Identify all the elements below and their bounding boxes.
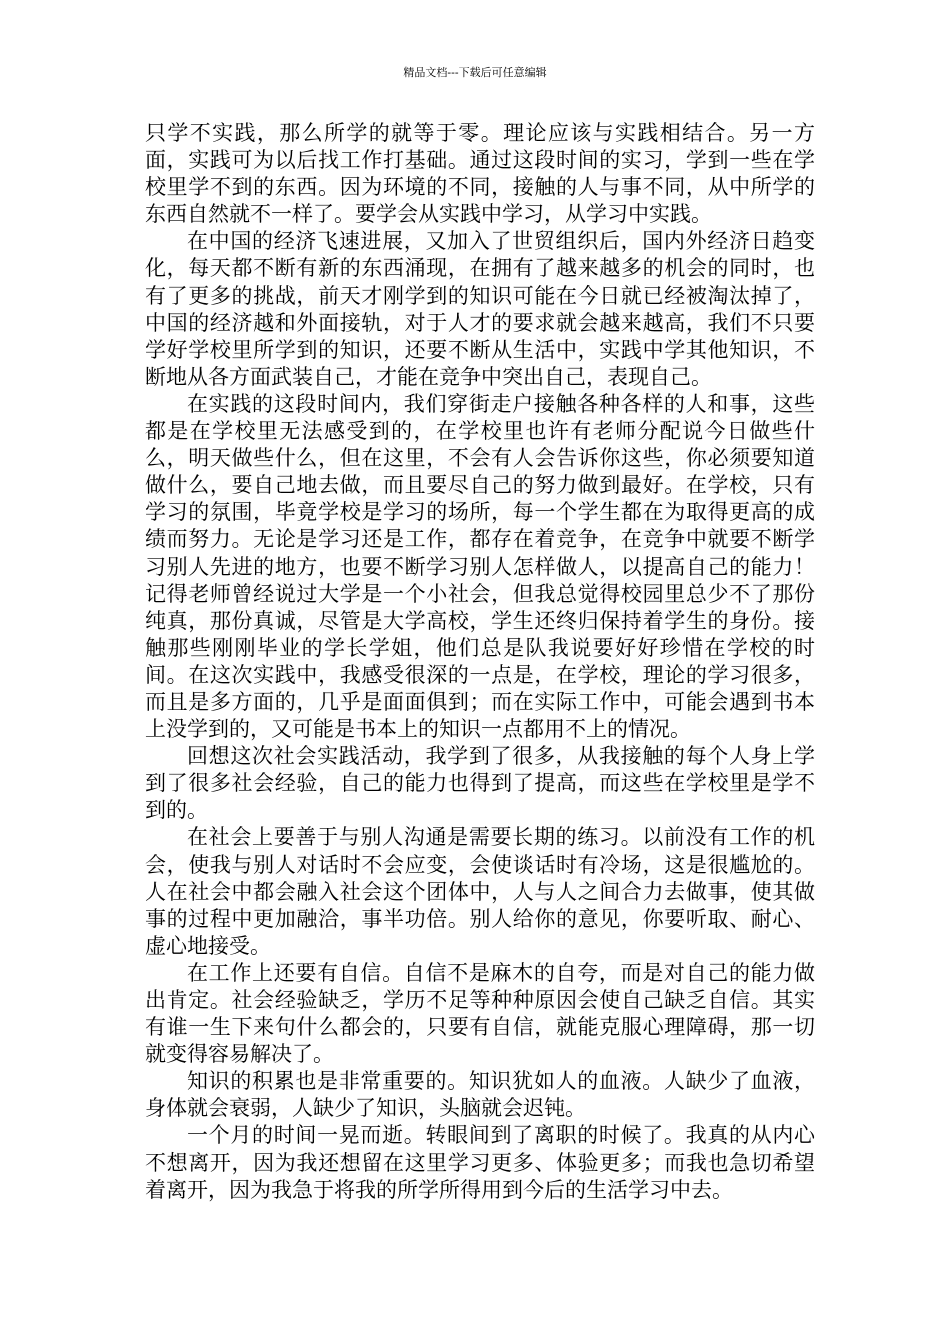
page-header: 精品文档---下载后可任意编辑 — [403, 66, 547, 79]
paragraph-7: 知识的积累也是非常重要的。知识犹如人的血液。人缺少了血液，身体就会衰弱，人缺少了知识，头脑就会迟钝。 — [145, 1069, 815, 1121]
paragraph-6: 在工作上还要有自信。自信不是麻木的自夸，而是对自己的能力做出肯定。社会经验缺乏，学历不足等种种原因会使自己缺乏自信。其实有谁一生下来句什么都会的，只要有自信，就能克服心理障碍，那一切就变得容易解决了。 — [145, 960, 815, 1067]
paragraph-3: 在实践的这段时间内，我们穿街走户接触各种各样的人和事，这些都是在学校里无法感受到的，在学校里也许有老师分配说今日做些什么，明天做些什么，但在这里，不会有人会告诉你这些，你必须要知道做什么，要自己地去做，而且要尽自己的努力做到最好。在学校，只有学习的氛围，毕竟学校是学习的场所，每一个学生都在为取得更高的成绩而努力。无论是学习还是工作，都存在着竞争，在竞争中就要不断学习别人先进的地方，也要不断学习别人怎样做人，以提高自己的能力！记得老师曾经说过大学是一个小社会，但我总觉得校园里总少不了那份纯真，那份真诚，尽管是大学高校，学生还终归保持着学生的身份。接触那些刚刚毕业的学长学姐，他们总是队我说要好好珍惜在学校的时间。在这次实践中，我感受很深的一点是，在学校，理论的学习很多，而且是多方面的，几乎是面面俱到；而在实际工作中，可能会遇到书本上没学到的，又可能是书本上的知识一点都用不上的情况。 — [145, 391, 815, 742]
paragraph-2: 在中国的经济飞速进展，又加入了世贸组织后，国内外经济日趋变化，每天都不断有新的东西涌现，在拥有了越来越多的机会的同时，也有了更多的挑战，前天才刚学到的知识可能在今日就已经被淘汰掉了，中国的经济越和外面接轨，对于人才的要求就会越来越高，我们不只要学好学校里所学到的知识，还要不断从生活中，实践中学其他知识，不断地从各方面武装自己，才能在竞争中突出自己，表现自己。 — [145, 229, 815, 389]
document-body — [145, 120, 815, 1204]
paragraph-4: 回想这次社会实践活动，我学到了很多，从我接触的每个人身上学到了很多社会经验，自己的能力也得到了提高，而这些在学校里是学不到的。 — [145, 744, 815, 823]
paragraph-1: 只学不实践，那么所学的就等于零。理论应该与实践相结合。另一方面，实践可为以后找工作打基础。通过这段时间的实习，学到一些在学校里学不到的东西。因为环境的不同，接触的人与事不同，从中所学的东西自然就不一样了。要学会从实践中学习，从学习中实践。 — [145, 121, 815, 227]
paragraph-8: 一个月的时间一晃而逝。转眼间到了离职的时候了。我真的从内心不想离开，因为我还想留在这里学习更多、体验更多；而我也急切希望着离开，因为我急于将我的所学所得用到今后的生活学习中去。 — [145, 1123, 815, 1202]
paragraph-5: 在社会上要善于与别人沟通是需要长期的练习。以前没有工作的机会，使我与别人对话时不会应变，会使谈话时有冷场，这是很尴尬的。人在社会中都会融入社会这个团体中，人与人之间合力去做事，使其做事的过程中更加融洽，事半功倍。别人给你的意见，你要听取、耐心、虚心地接受。 — [145, 825, 815, 958]
